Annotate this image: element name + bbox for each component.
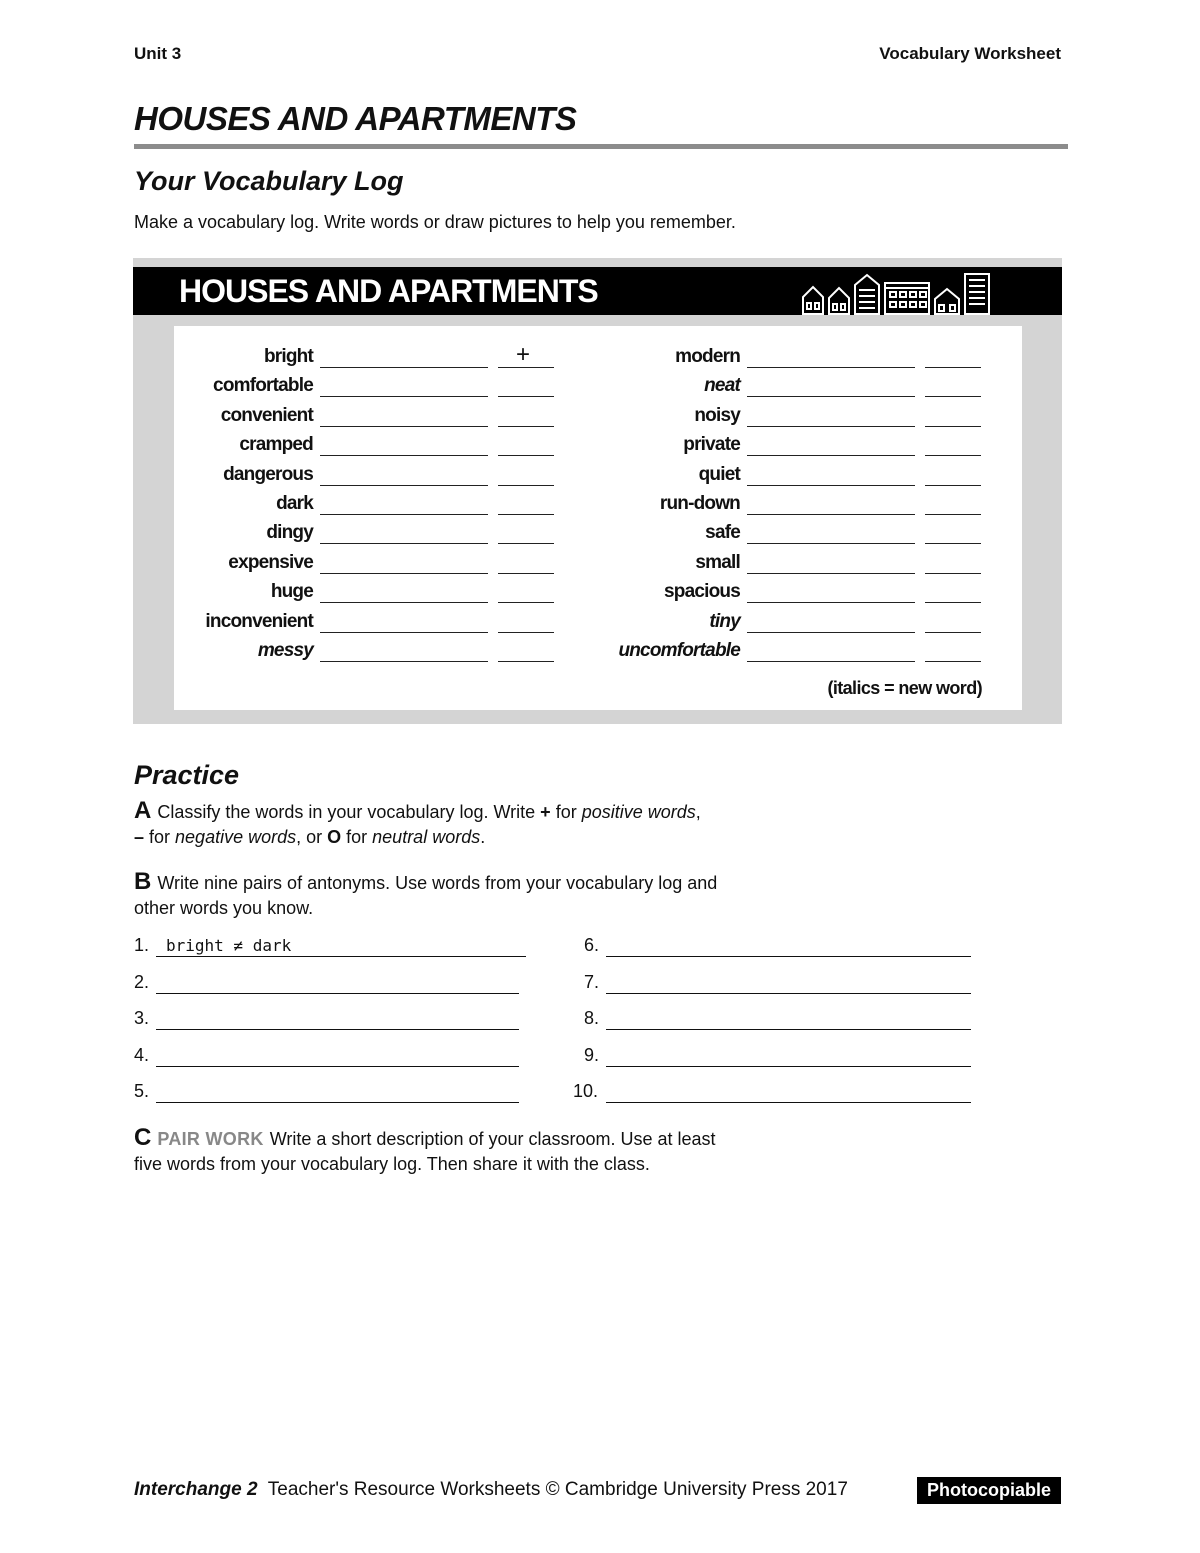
classify-line[interactable]	[925, 661, 981, 662]
vocab-word: dingy	[266, 522, 313, 544]
classify-line[interactable]	[498, 455, 554, 456]
task-a-text: ,	[695, 802, 701, 822]
write-line[interactable]	[747, 485, 915, 486]
vocab-word: safe	[705, 522, 740, 544]
footer-credit	[134, 1479, 848, 1501]
vocab-word: spacious	[664, 581, 740, 603]
classify-line[interactable]	[925, 602, 981, 603]
o-symbol: O	[327, 827, 342, 847]
answer-number: 9.	[584, 1044, 600, 1065]
classify-line[interactable]	[925, 573, 981, 574]
example-plus-mark: +	[516, 341, 531, 368]
answer-line[interactable]	[606, 1066, 971, 1067]
page-title: HOUSES AND APARTMENTS	[134, 100, 577, 137]
write-line[interactable]	[747, 661, 915, 662]
vocab-word: convenient	[220, 404, 313, 426]
vocab-word: private	[683, 434, 740, 456]
vocab-word: inconvenient	[205, 610, 313, 632]
classify-line[interactable]	[925, 396, 981, 397]
classify-line[interactable]	[925, 514, 981, 515]
classify-line[interactable]	[925, 367, 981, 368]
answer-line[interactable]	[156, 1029, 519, 1030]
task-c-letter: C	[134, 1124, 152, 1151]
minus-symbol: –	[134, 827, 145, 847]
task-a-letter: A	[134, 797, 152, 824]
task-a-text: for	[144, 827, 176, 847]
answer-number: 3.	[134, 1008, 150, 1028]
write-line[interactable]	[320, 543, 488, 544]
task-c	[134, 1125, 854, 1177]
classify-line[interactable]	[498, 543, 554, 544]
write-line[interactable]	[747, 602, 915, 603]
task-c-text: Write a short description of your classroom. Use at least	[269, 1129, 716, 1149]
vocab-word: comfortable	[213, 375, 313, 397]
classify-line[interactable]	[925, 426, 981, 427]
vocab-word: noisy	[694, 404, 740, 426]
task-b-text: Write nine pairs of antonyms. Use words from your vocabulary log and	[157, 873, 718, 893]
answer-number: 2.	[134, 971, 150, 992]
vocab-word: dangerous	[223, 463, 313, 485]
classify-line[interactable]	[498, 602, 554, 603]
log-instruction: Make a vocabulary log. Write words or draw pictures to help you remember.	[134, 212, 736, 232]
write-line[interactable]	[320, 514, 488, 515]
buildings-icon	[801, 271, 1023, 315]
vocab-word: small	[695, 551, 740, 573]
classify-line[interactable]	[925, 543, 981, 544]
task-a-text: .	[480, 827, 486, 847]
write-line[interactable]	[320, 632, 488, 633]
vocab-word: uncomfortable	[618, 640, 740, 661]
vocab-word: quiet	[698, 463, 740, 485]
classify-line[interactable]	[925, 485, 981, 486]
classify-line[interactable]	[498, 632, 554, 633]
answer-line[interactable]	[156, 1102, 519, 1103]
task-b-text: other words you know.	[134, 898, 314, 918]
answer-line[interactable]	[606, 956, 971, 957]
classify-line[interactable]	[498, 485, 554, 486]
write-line[interactable]	[747, 455, 915, 456]
book-title: Interchange 2	[134, 1479, 258, 1500]
answer-number: 6.	[584, 935, 600, 955]
answer-number: 1.	[134, 935, 150, 955]
negative-words-term: negative words	[175, 827, 297, 847]
task-a-text: Classify the words in your vocabulary log. Write	[157, 802, 541, 822]
classify-line[interactable]	[498, 661, 554, 662]
answer-number: 5.	[134, 1081, 150, 1101]
classify-line[interactable]	[925, 455, 981, 456]
answer-line[interactable]	[606, 993, 971, 994]
task-c-text: five words from your vocabulary log. Then share it with the class.	[134, 1154, 650, 1174]
worksheet-type: Vocabulary Worksheet	[879, 44, 1061, 63]
practice-title: Practice	[134, 760, 240, 790]
write-line[interactable]	[747, 367, 915, 368]
write-line[interactable]	[320, 396, 488, 397]
write-line[interactable]	[747, 543, 915, 544]
write-line[interactable]	[747, 632, 915, 633]
write-line[interactable]	[747, 514, 915, 515]
write-line[interactable]	[320, 573, 488, 574]
classify-line[interactable]	[498, 426, 554, 427]
vocab-word: messy	[257, 640, 313, 661]
example-answer: bright ≠ dark	[166, 936, 292, 955]
answer-line[interactable]	[156, 956, 526, 957]
write-line[interactable]	[320, 661, 488, 662]
vocab-word: run-down	[659, 493, 740, 514]
neutral-words-term: neutral words	[372, 827, 481, 847]
vocabulary-list	[174, 326, 1022, 710]
task-b-letter: B	[134, 868, 152, 895]
answer-line[interactable]	[156, 1066, 519, 1067]
answer-number: 7.	[584, 971, 600, 992]
task-a-text: for	[550, 802, 582, 822]
vocab-word: modern	[675, 346, 740, 367]
write-line[interactable]	[747, 426, 915, 427]
write-line[interactable]	[320, 455, 488, 456]
pair-work-label: PAIR WORK	[157, 1129, 264, 1149]
title-rule	[134, 144, 1068, 149]
write-line[interactable]	[320, 485, 488, 486]
plus-symbol: +	[540, 802, 551, 822]
classify-line[interactable]	[498, 514, 554, 515]
vocab-word: dark	[276, 493, 313, 514]
answer-number: 10.	[573, 1081, 599, 1101]
positive-words-term: positive words	[581, 802, 696, 822]
vocabulary-log-box	[133, 258, 1062, 724]
answer-line[interactable]	[156, 993, 519, 994]
photocopiable-badge: Photocopiable	[917, 1477, 1061, 1504]
vocab-word: bright	[263, 346, 313, 367]
italics-legend: (italics = new word)	[827, 678, 982, 698]
task-b	[134, 869, 854, 921]
task-a-text: , or	[296, 827, 328, 847]
write-line[interactable]	[747, 396, 915, 397]
task-a	[134, 798, 854, 850]
vocab-word: neat	[704, 375, 740, 397]
vocab-word: huge	[270, 581, 313, 603]
write-line[interactable]	[747, 573, 915, 574]
task-a-text: for	[341, 827, 373, 847]
copyright-text: Teacher's Resource Worksheets © Cambridge University Press 2017	[267, 1479, 848, 1500]
vocab-word: tiny	[709, 610, 740, 632]
answer-number: 8.	[584, 1008, 600, 1028]
vocab-word: cramped	[239, 434, 313, 456]
vocabulary-banner	[133, 267, 1062, 315]
vocab-word: expensive	[228, 551, 313, 573]
banner-title: HOUSES AND APARTMENTS	[179, 273, 598, 309]
log-title: Your Vocabulary Log	[134, 166, 404, 196]
answer-line[interactable]	[606, 1102, 971, 1103]
classify-line[interactable]	[498, 396, 554, 397]
classify-line[interactable]	[925, 632, 981, 633]
write-line[interactable]	[320, 367, 488, 368]
classify-line[interactable]	[498, 573, 554, 574]
answer-line[interactable]	[606, 1029, 971, 1030]
unit-label: Unit 3	[134, 44, 182, 63]
write-line[interactable]	[320, 426, 488, 427]
write-line[interactable]	[320, 602, 488, 603]
answer-number: 4.	[134, 1044, 150, 1065]
